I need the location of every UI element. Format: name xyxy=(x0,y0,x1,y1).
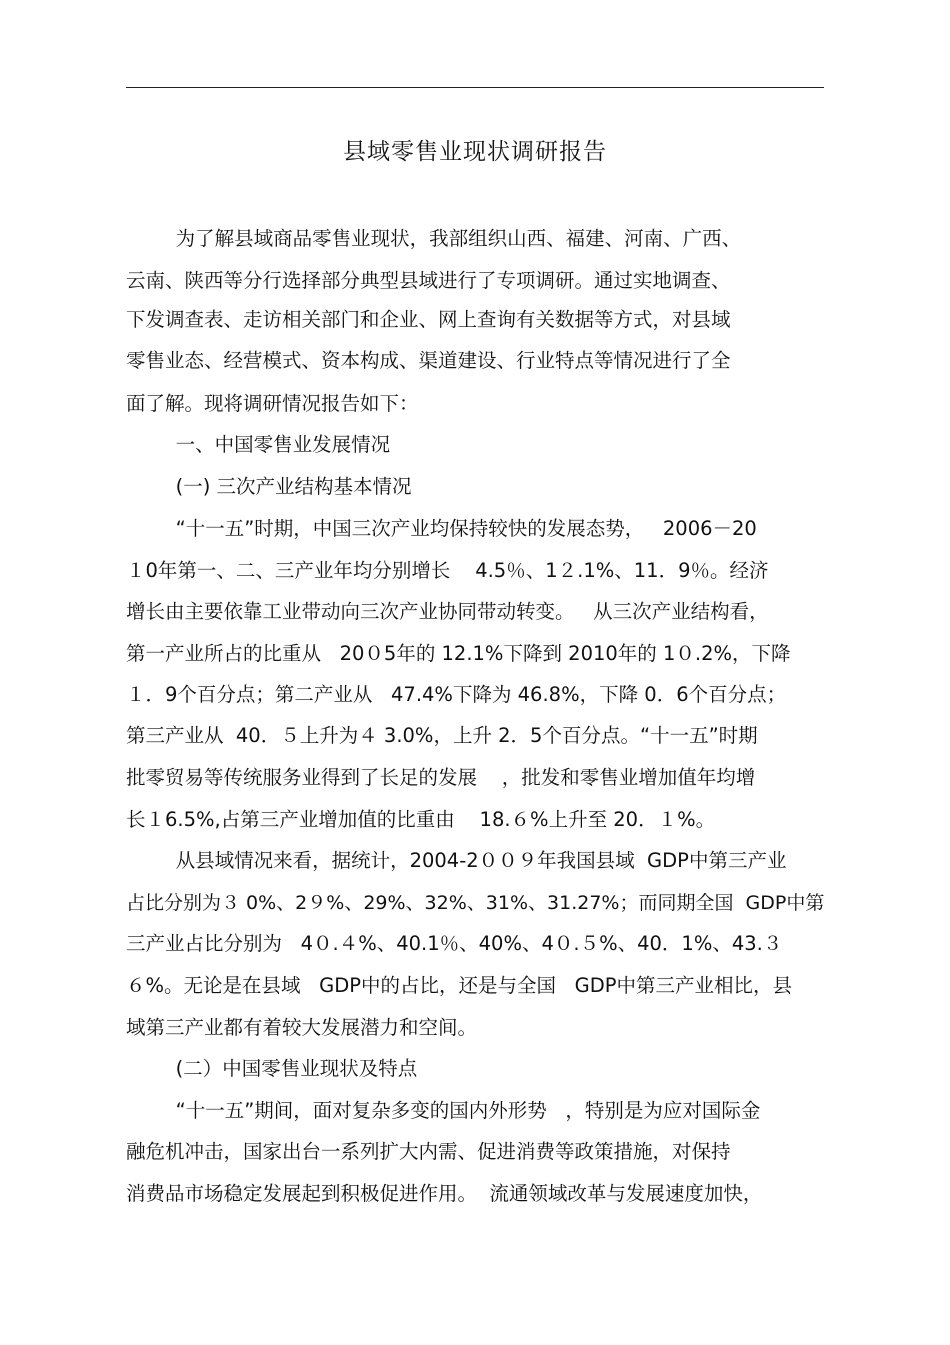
text-line: １0年第一、二、三产业年均分别增长 4.5％、1２.1%、11．9％。经济 xyxy=(126,559,769,582)
text-line: １．9个百分点；第二产业从 47.4%下降为 46.8%，下降 0．6个百分点； xyxy=(126,683,787,706)
text-line: 第三产业从 40．５上升为４ 3.0%，上升 2．5个百分点。“十一五”时期 xyxy=(126,724,758,747)
text-line: “十一五”期间，面对复杂多变的国内外形势 ，特别是为应对国际金 xyxy=(126,1099,761,1122)
text-line: “十一五”时期，中国三次产业均保持较快的发展态势， 2006－20 xyxy=(126,517,757,540)
text-line: 零售业态、经营模式、资本构成、渠道建设、行业特点等情况进行了全 xyxy=(126,349,731,372)
text-line: 融危机冲击，国家出台一系列扩大内需、促进消费等政策措施，对保持 xyxy=(126,1140,731,1163)
text-line: 增长由主要依靠工业带动向三次产业协同带动转变。 从三次产业结构看， xyxy=(126,600,769,623)
text-line: 面了解。现将调研情况报告如下： xyxy=(126,392,419,415)
text-line: 消费品市场稳定发展起到积极促进作用。 流通领域改革与发展速度加快， xyxy=(126,1182,763,1205)
text-line: 第一产业所占的比重从 20０5年的 12.1%下降到 2010年的 1０.2%，下降 xyxy=(126,642,791,665)
text-line: 批零贸易等传统服务业得到了长足的发展 ，批发和零售业增加值年均增 xyxy=(126,766,756,789)
text-line: 为了解县域商品零售业现状，我部组织山西、福建、河南、广西、 xyxy=(126,227,742,250)
page-title: 县域零售业现状调研报告 xyxy=(343,139,607,165)
text-line: ６%。无论是在县域 GDP中的占比，还是与全国 GDP中第三产业相比，县 xyxy=(126,974,792,997)
text-line: 域第三产业都有着较大发展潜力和空间。 xyxy=(126,1016,478,1039)
header-rule xyxy=(126,87,824,88)
text-line: 占比分别为３ 0%、2９%、29%、32%、31%、31.27%；而同期全国 GDP中第 xyxy=(126,892,825,914)
text-line: 三产业占比分别为 4０.４%、40.1％、40%、4０.５%、40．1%、43.３ xyxy=(126,932,783,955)
text-line: 从县域情况来看，据统计，2004-2００９年我国县域 GDP中第三产业 xyxy=(126,849,787,872)
subsection-heading: (一) 三次产业结构基本情况 xyxy=(126,475,412,498)
text-line: 长１6.5%,占第三产业增加值的比重由 18.６%上升至 20．１%。 xyxy=(126,808,716,831)
text-line: 下发调查表、走访相关部门和企业、网上查询有关数据等方式，对县域 xyxy=(126,308,731,331)
section-heading: 一、中国零售业发展情况 xyxy=(126,433,391,456)
subsection-heading: (二）中国零售业现状及特点 xyxy=(126,1057,418,1080)
text-line: 云南、陕西等分行选择部分典型县域进行了专项调研。通过实地调查、 xyxy=(126,269,731,292)
